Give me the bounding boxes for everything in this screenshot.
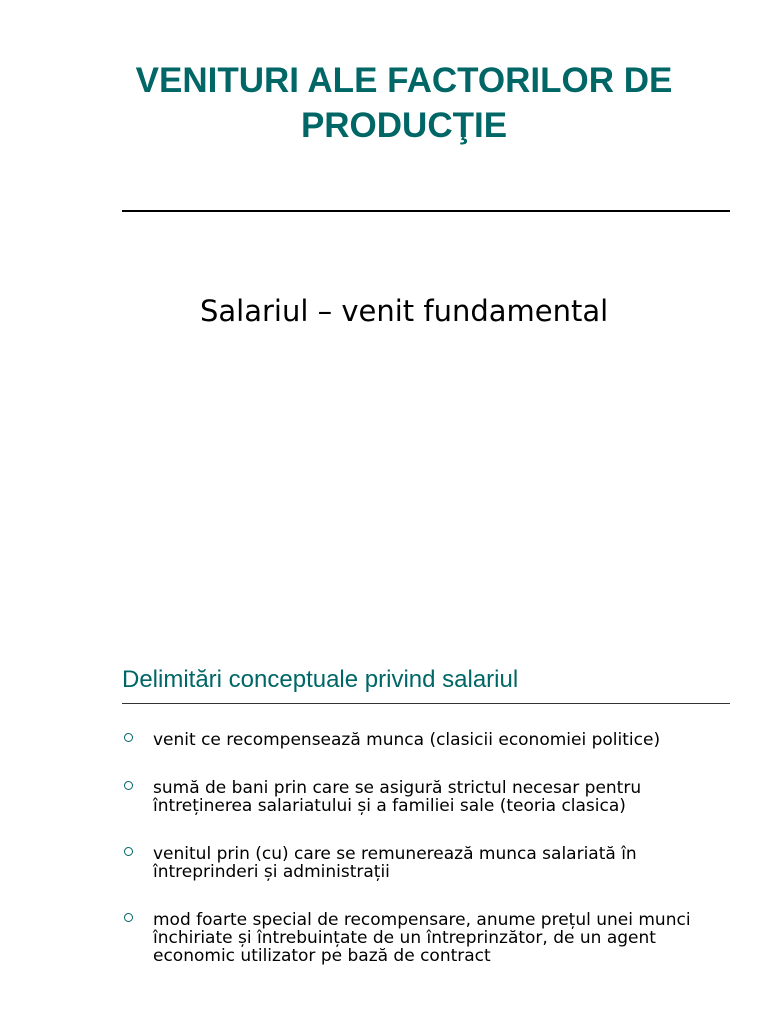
section-heading: Delimitări conceptuale privind salariul xyxy=(122,666,519,693)
bullet-circle-icon xyxy=(124,781,133,790)
bullet-circle-icon xyxy=(124,847,133,856)
bullet-item xyxy=(122,731,732,749)
bullet-item xyxy=(122,845,732,881)
slide-subtitle: Salariul – venit fundamental xyxy=(200,294,609,328)
bullet-text: venit ce recompensează munca (clasicii economiei politice) xyxy=(153,730,661,750)
bullet-list xyxy=(122,731,732,995)
bullet-item xyxy=(122,911,732,965)
bullet-text: sumă de bani prin care se asigură strictul necesar pentru întreținerea salariatului și a familiei sale (teoria clasica) xyxy=(153,778,642,816)
bullet-text: venitul prin (cu) care se remunerează munca salariată în întreprinderi și administrații xyxy=(153,844,637,882)
bullet-text: mod foarte special de recompensare, anume prețul unei munci închiriate și întrebuințate de un întreprinzător, de un agent economic utilizator pe bază de contract xyxy=(153,910,691,966)
section-divider xyxy=(122,703,730,704)
title-divider xyxy=(122,210,730,212)
slide-title: VENITURI ALE FACTORILOR DE PRODUCŢIE xyxy=(135,61,673,145)
bullet-item xyxy=(122,779,732,815)
bullet-circle-icon xyxy=(124,733,133,742)
bullet-circle-icon xyxy=(124,913,133,922)
